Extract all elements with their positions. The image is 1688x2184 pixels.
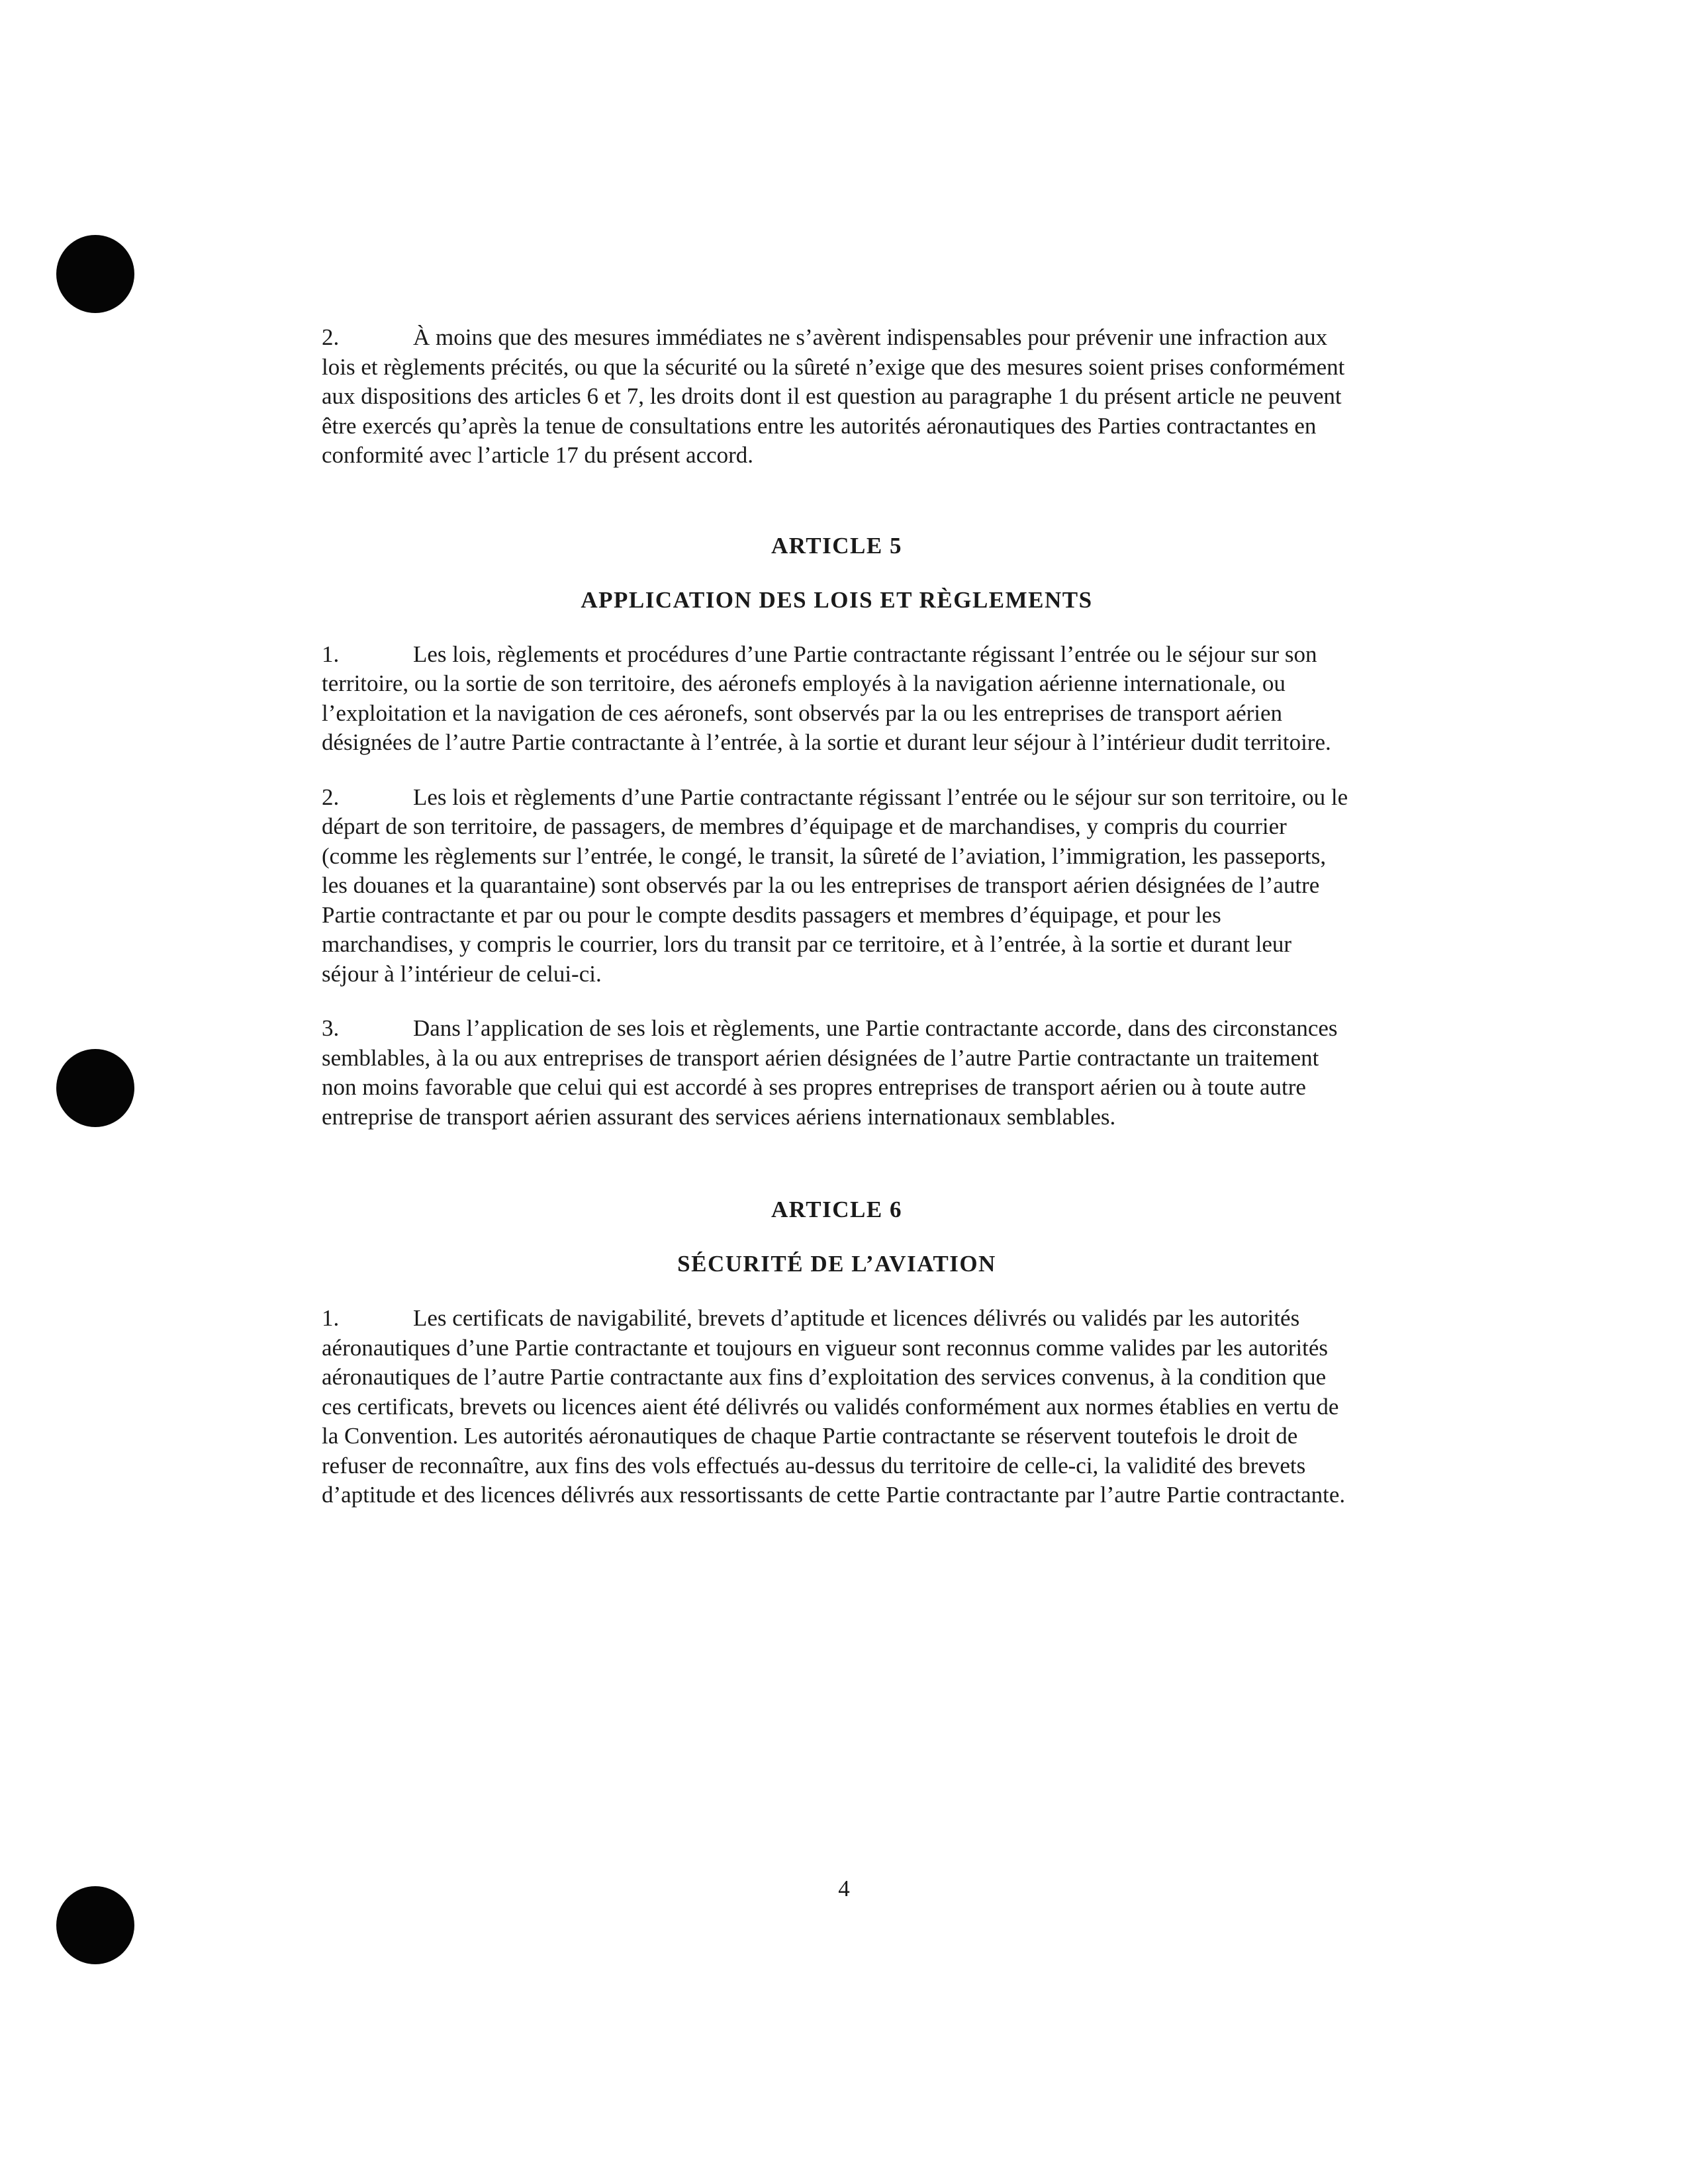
paragraph-number: 1. [322,641,340,667]
article5-paragraph-2 [322,783,1352,989]
paragraph-number: 2. [322,784,340,810]
article6-paragraph-1 [322,1304,1352,1510]
paragraph-text: À moins que des mesures immédiates ne s’avèrent indispensables pour prévenir une infraction aux lois et règlements précités, ou que la sécurité ou la sûreté n’exige que des mesures soient prises conformément aux dispositions des articles 6 et 7, les droits dont il est question au paragraphe 1 du présent article ne peuvent être exercés qu’après la tenue de consultations entre les autorités aéronautiques des Parties contractantes en conformité avec l’article 17 du présent accord. [322,324,1345,468]
article4-paragraph-2 [322,323,1352,471]
paragraph-text: Les lois et règlements d’une Partie contractante régissant l’entrée ou le séjour sur son territoire, ou le départ de son territoire, de passagers, de membres d’équipage et de marchandises, y compris du courrier (comme les règlements sur l’entrée, le congé, le transit, la sûreté de l’aviation, l’immigration, les passeports, les douanes et la quarantaine) sont observés par la ou les entreprises de transport aérien désignées de l’autre Partie contractante et par ou pour le compte desdits passagers et membres d’équipage, et pour les marchandises, y compris le courrier, lors du transit par ce territoire, et à l’entrée, à la sortie et durant leur séjour à l’intérieur de celui-ci. [322,784,1348,987]
article5-paragraph-1 [322,640,1352,758]
paragraph-text: Dans l’application de ses lois et règlements, une Partie contractante accorde, dans des circonstances semblables, à la ou aux entreprises de transport aérien désignées de l’autre Partie contractante un traitement non moins favorable que celui qui est accordé à ses propres entreprises de transport aérien ou à toute autre entreprise de transport aérien assurant des services aériens internationaux semblables. [322,1015,1338,1130]
article6-title: SÉCURITÉ DE L’AVIATION [677,1251,996,1277]
article5-title: APPLICATION DES LOIS ET RÈGLEMENTS [581,586,1093,613]
paragraph-text: Les certificats de navigabilité, brevets d’aptitude et licences délivrés ou validés par les autorités aéronautiques d’une Partie contractante et toujours en vigueur sont reconnus comme valides par les autorités aéronautiques de l’autre Partie contractante aux fins d’exploitation des services convenus, à la condition que ces certificats, brevets ou licences aient été délivrés ou validés conformément aux normes établies en vertu de la Convention. Les autorités aéronautiques de chaque Partie contractante se réservent toutefois le droit de refuser de reconnaître, aux fins des vols effectués au-dessus du territoire de celle-ci, la validité des brevets d’aptitude et des licences délivrés aux ressortissants de cette Partie contractante par l’autre Partie contractante. [322,1305,1346,1508]
paragraph-number: 2. [322,324,340,350]
paragraph-number: 3. [322,1015,340,1041]
article5-heading: ARTICLE 5 [771,532,902,559]
article5-paragraph-3 [322,1014,1352,1132]
punch-hole-middle [56,1049,134,1127]
paragraph-number: 1. [322,1305,340,1331]
article6-heading: ARTICLE 6 [771,1197,902,1222]
paragraph-text: Les lois, règlements et procédures d’une Partie contractante régissant l’entrée ou le séjour sur son territoire, ou la sortie de son territoire, des aéronefs employés à la navigation aérienne internationale, ou l’exploitation et la navigation de ces aéronefs, sont observés par la ou les entreprises de transport aérien désignées de l’autre Partie contractante à l’entrée, à la sortie et durant leur séjour à l’intérieur dudit territoire. [322,641,1331,755]
punch-hole-top [56,235,134,313]
page-body [322,323,1352,1510]
page-number: 4 [838,1876,850,1901]
